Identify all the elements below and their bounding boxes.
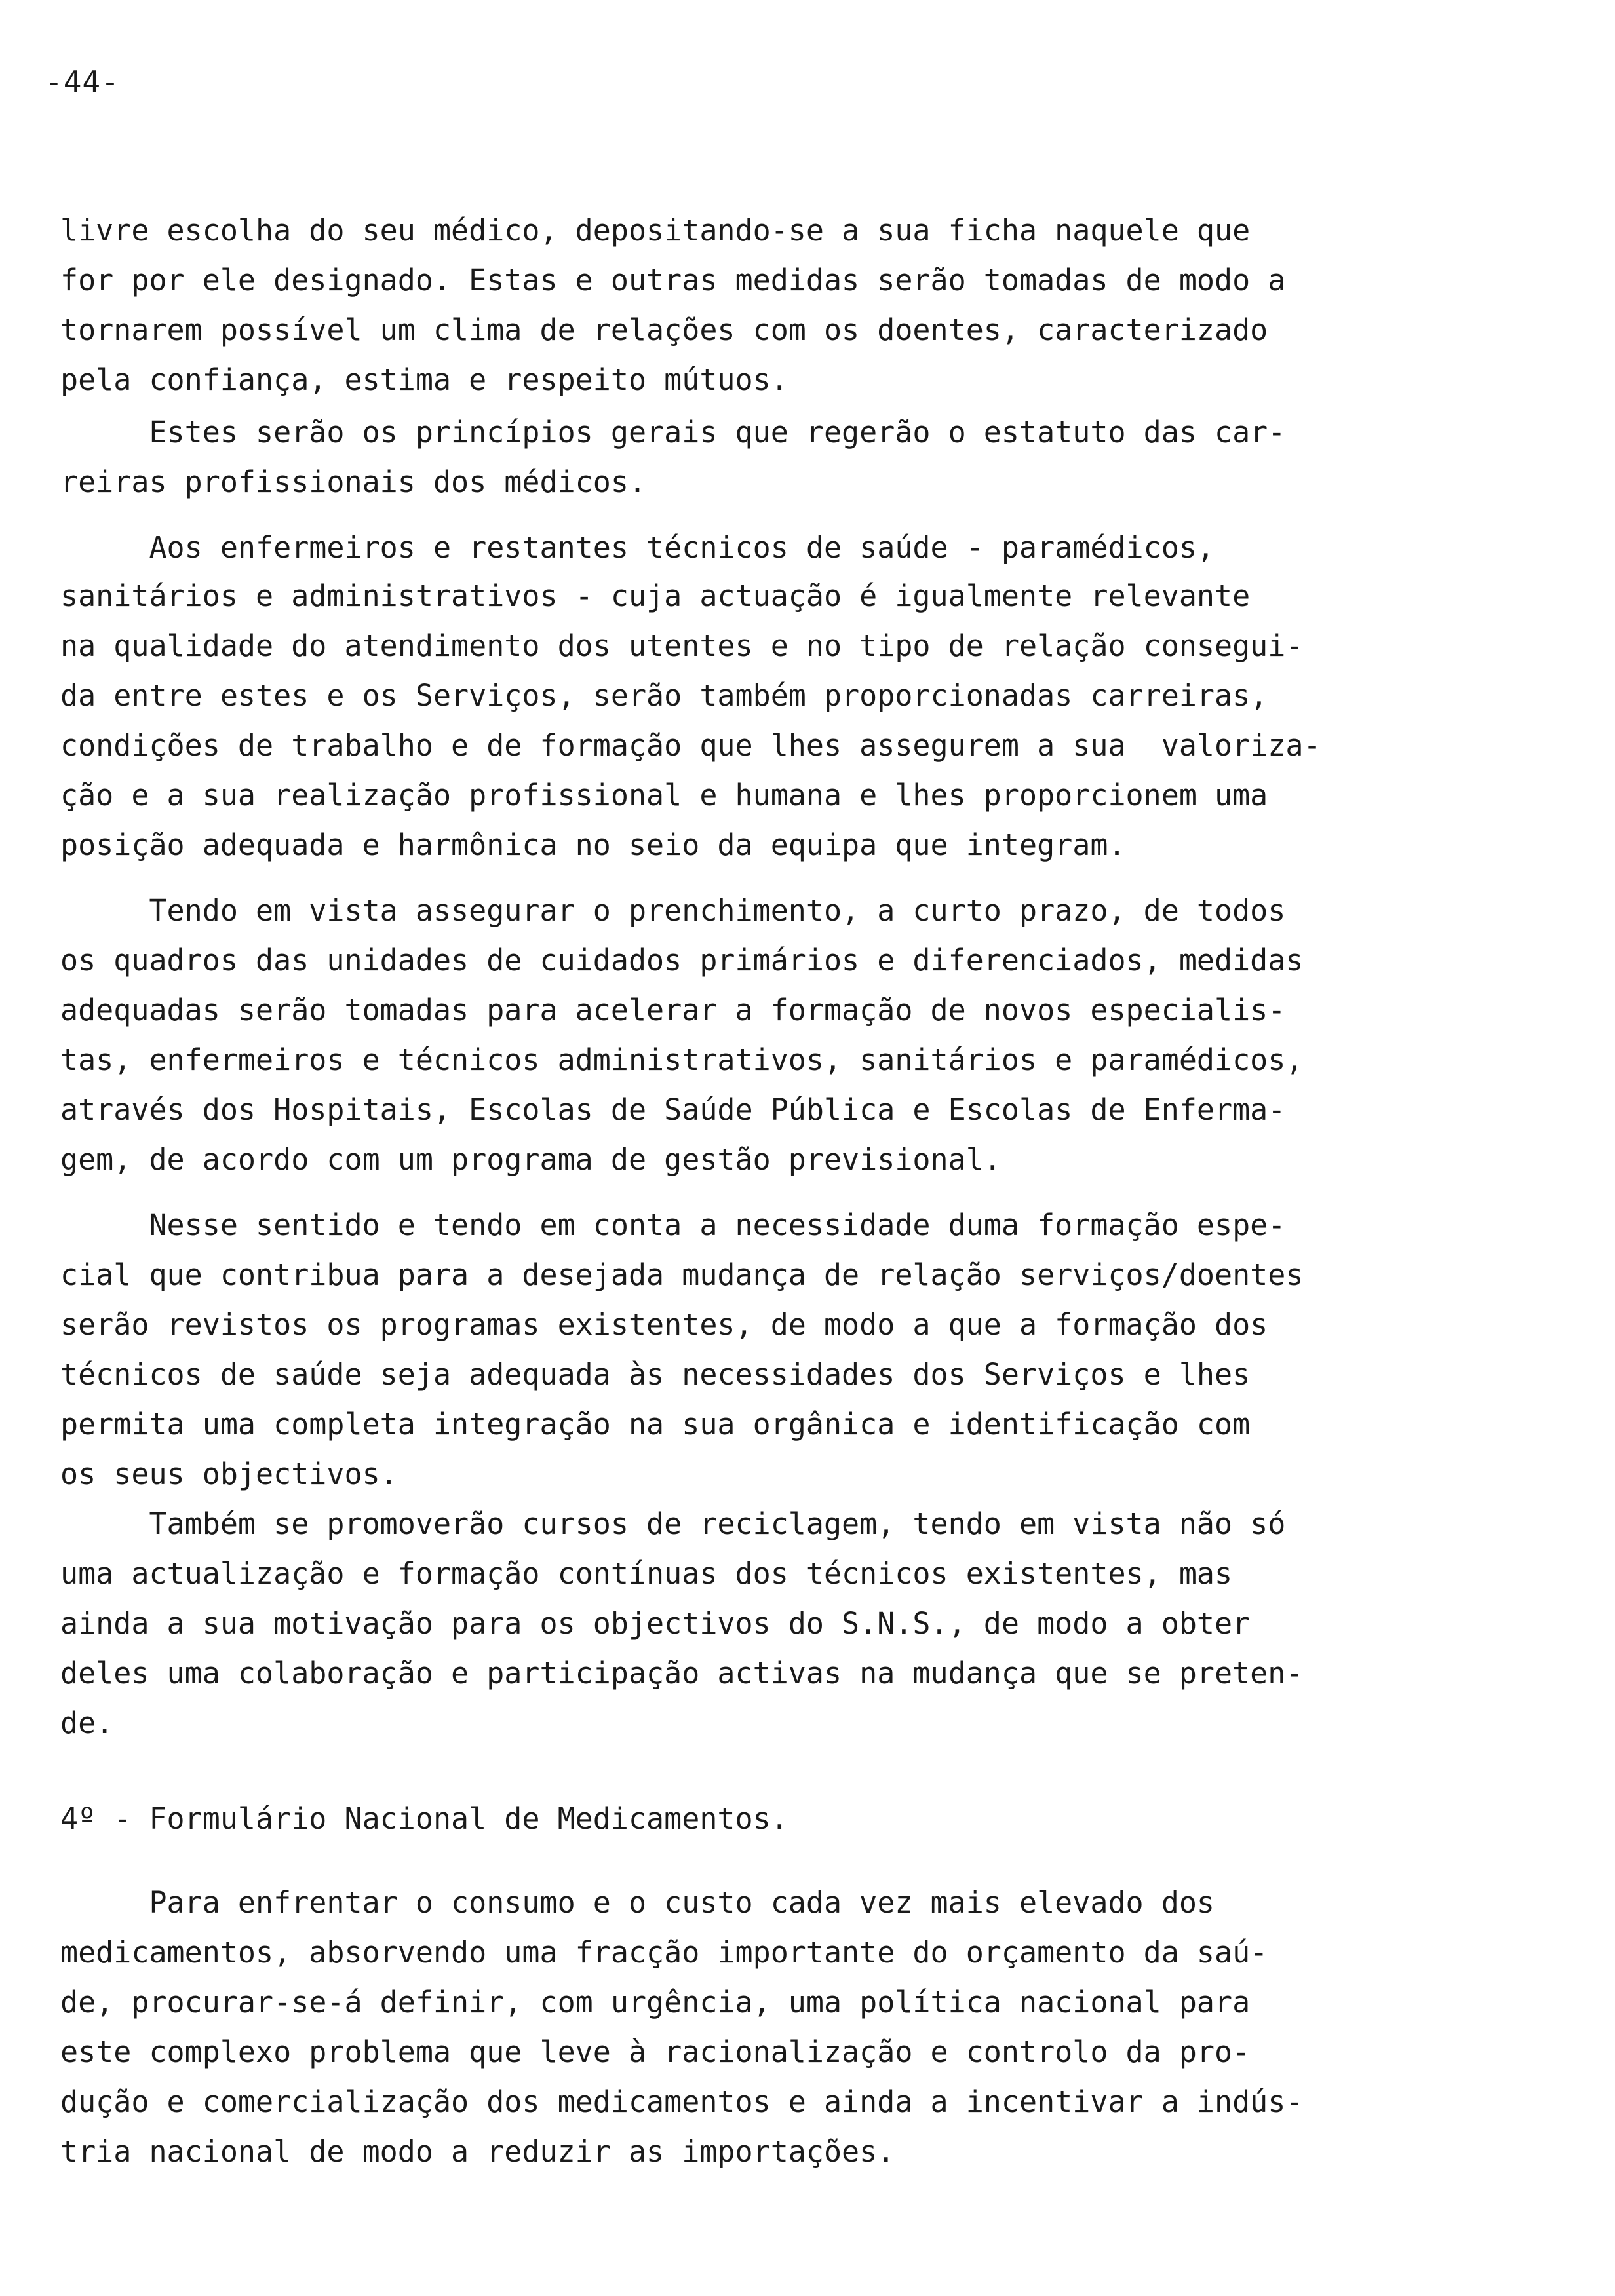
text-line: este complexo problema que leve à racionalização e controlo da pro- (60, 2035, 1251, 2069)
text-line: deles uma colaboração e participação activas na mudança que se preten- (60, 1656, 1304, 1691)
text-line: sanitários e administrativos - cuja actuação é igualmente relevante (60, 579, 1251, 613)
section-heading: 4º - Formulário Nacional de Medicamentos. (60, 1801, 788, 1836)
text-line: os seus objectivos. (60, 1457, 398, 1491)
text-line: ainda a sua motivação para os objectivos do S.N.S., de modo a obter (60, 1606, 1251, 1641)
text-line: através dos Hospitais, Escolas de Saúde Pública e Escolas de Enferma- (60, 1092, 1286, 1127)
text-line: da entre estes e os Serviços, serão também proporcionadas carreiras, (60, 678, 1268, 713)
text-line: técnicos de saúde seja adequada às necessidades dos Serviços e lhes (60, 1357, 1251, 1392)
text-line: ção e a sua realização profissional e humana e lhes proporcionem uma (60, 778, 1268, 813)
text-line: Para enfrentar o consumo e o custo cada vez mais elevado dos (60, 1885, 1215, 1920)
text-line: Aos enfermeiros e restantes técnicos de saúde - paramédicos, (60, 530, 1215, 565)
text-line: livre escolha do seu médico, depositando-se a sua ficha naquele que (60, 213, 1251, 248)
text-line: Também se promoverão cursos de reciclagem, tendo em vista não só (60, 1506, 1286, 1541)
text-line: dução e comercialização dos medicamentos e ainda a incentivar a indús- (60, 2084, 1304, 2119)
text-line: gem, de acordo com um programa de gestão previsional. (60, 1142, 1002, 1177)
page-number: -44- (45, 64, 120, 100)
text-line: serão revistos os programas existentes, de modo a que a formação dos (60, 1307, 1268, 1342)
text-line: Nesse sentido e tendo em conta a necessidade duma formação espe- (60, 1208, 1286, 1242)
text-line: Estes serão os princípios gerais que regerão o estatuto das car- (60, 415, 1286, 450)
text-line: cial que contribua para a desejada mudança de relação serviços/doentes (60, 1257, 1304, 1292)
text-line: uma actualização e formação contínuas dos técnicos existentes, mas (60, 1556, 1233, 1591)
text-line: tornarem possível um clima de relações com os doentes, caracterizado (60, 313, 1268, 347)
text-line: de. (60, 1706, 114, 1740)
text-line: de, procurar-se-á definir, com urgência, uma política nacional para (60, 1985, 1251, 2019)
text-line: adequadas serão tomadas para acelerar a formação de novos especialis- (60, 993, 1286, 1027)
text-line: na qualidade do atendimento dos utentes e no tipo de relação consegui- (60, 628, 1304, 663)
text-line: posição adequada e harmônica no seio da equipa que integram. (60, 828, 1126, 862)
text-line: Tendo em vista assegurar o prenchimento, a curto prazo, de todos (60, 893, 1286, 928)
text-line: os quadros das unidades de cuidados primários e diferenciados, medidas (60, 943, 1304, 978)
text-line: tas, enfermeiros e técnicos administrativos, sanitários e paramédicos, (60, 1043, 1304, 1077)
text-line: medicamentos, absorvendo uma fracção importante do orçamento da saú- (60, 1935, 1268, 1970)
text-line: tria nacional de modo a reduzir as importações. (60, 2134, 895, 2169)
text-line: pela confiança, estima e respeito mútuos. (60, 362, 788, 397)
text-line: reiras profissionais dos médicos. (60, 465, 647, 499)
text-line: for por ele designado. Estas e outras medidas serão tomadas de modo a (60, 263, 1286, 297)
text-line: permita uma completa integração na sua orgânica e identificação com (60, 1407, 1251, 1442)
text-line: condições de trabalho e de formação que lhes assegurem a sua valoriza- (60, 728, 1321, 763)
